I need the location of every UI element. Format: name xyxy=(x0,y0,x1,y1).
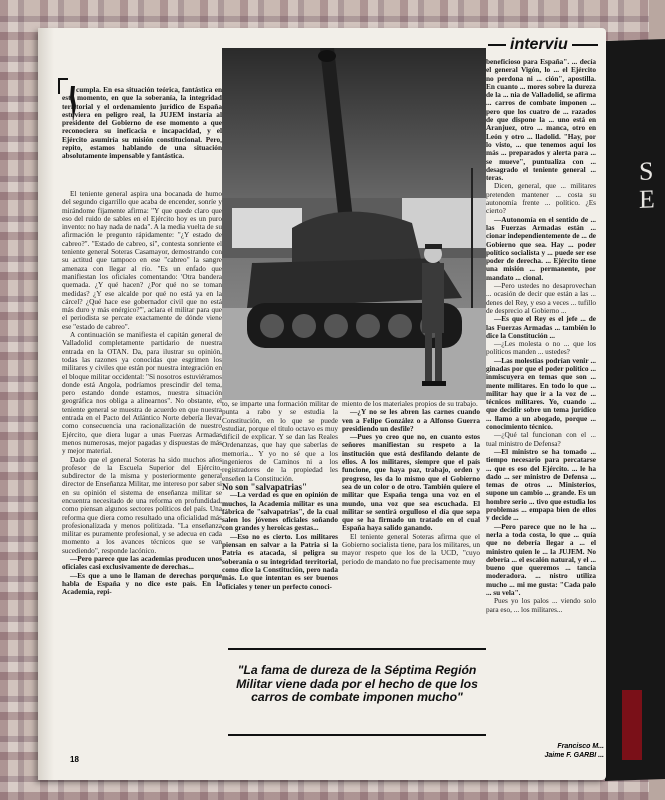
question: —¿Les molesta o no ... que los políticos manden ... ustedes? xyxy=(486,339,596,357)
paragraph: Dado que el general Soteras ha sido muchos años profesor de la Escuela Superior del Ejército, subdirector de la misma y posteriormente general director de Enseñanza Militar, me intereso por saber si en su opinión el sistema de enseñanza militar se encuentra necesitado de una reforma en profundidad, como piensan algunos sectores políticos del país. Una reforma que diera como resultado una oficialidad más profesionalizada y menos politizada. "La enseñanza militar es puramente profesional, y se adecua en cada momento a los avances técnicos que se van sucediendo", responde lacónico. xyxy=(62,454,222,555)
question: —¿Qué tal funcionan con el ... tual ministro de Defensa? xyxy=(486,430,596,448)
credit-line: Francisco M... xyxy=(557,743,604,750)
paragraph: El teniente general Soteras afirma que el Gobierno socialista tiene, para los militares, un mayor respeto que los de la UCD, "cuyo periodo de mandato no fue precisamente muy xyxy=(342,531,480,566)
question: —¿Y no se les abren las carnes cuando ven a Felipe González o a Alfonso Guerra presidiendo un desfile? xyxy=(342,407,480,433)
answer: —Es que a uno le llaman de derechas porque habla de España y no dice este país. En la Academia, repi- xyxy=(62,570,222,597)
paragraph: A continuación se manifiesta el capitán general de Valladolid completamente partidario de nuestra entrada en la OTAN. Da, para ilustrar su opinión, todas las razones ya conocidas que esgrimen los militares y civiles que están por nuestra integración en el bloque militar occidental: "Si nosotros estuviéramos donde está Angola, podríamos prescindir del tema, pero estando donde estamos, nuestra situación geográfica nos obliga a alinearnos". No obstante, el teniente general se muestra de acuerdo en que nuestra entrada en el Pacto del Atlántico Norte debería llevar como consecuencia una racionalización de nuestro Ejército, que diera lugar a unas Fuerzas Armadas menos numerosas, mejor pagadas y dispuestas de más y mejor material. xyxy=(62,330,222,456)
article-credits xyxy=(520,742,604,760)
credit-line: Jaime F. GARBI ... xyxy=(544,752,604,759)
pull-quote: "La fama de dureza de la Séptima Región Militar viene dada por el hecho de que los carros de combate imponen mucho" xyxy=(228,648,486,736)
answer: —Eso no es cierto. Los militares piensan en salvar a la Patria si la Patria es atacada, si peligra su soberanía o su integridad territorial, como dice la Constitución, pero nada más. Lo que intentan es ser buenos oficiales y tener un perfecto conoci- xyxy=(222,531,338,591)
page-spine xyxy=(38,28,54,780)
tank-photograph xyxy=(222,48,486,400)
article-column-1 xyxy=(62,190,222,750)
red-bookmark xyxy=(622,690,642,760)
facing-page xyxy=(605,39,665,781)
question: —La verdad es que en opinión de muchos, la Academia militar es una fábrica de "salvapatrias", de la cual salen los jóvenes oficiales soñando con grandes y heroicas gestas... xyxy=(222,490,338,533)
paragraph: El teniente general aspira una bocanada de humo del segundo cigarrillo que acaba de encender, sonríe y mirándome fijamente afirma: "Y que quede claro que eso del ruido de sables en el Ejército hoy es un puro invento: no hay nada de nada". A la media vuelta de su afirmación le pregunto rápidamente: "¿Y estado de cabreo?". "Estado de cabreo, sí", contesta sonriente el teniente general Soteras Casamayor, demostrando con su actitud que tampoco en ese "cabreo" la sangre amenaza con llegar al río. "Es un enfado que manifiestan los oficiales comentando: 'Otra bandera quemada. ¿Y qué hacen? ¿Por qué no se toman medidas? ¿Y ese alcalde por qué no está ya en la cárcel? ¿Qué hace ese gobernador civil que no está más duro y más enérgico?'", aclara el militar para que el periodista se percate exactamente de dónde viene ese "estado de cabreo". xyxy=(62,189,222,331)
answer: —Autonomía en el sentido de ... las Fuerzas Armadas están ... cionar independientemente de ... de Gobierno que sea. Hay ... poder político socialista y ... puede ser ese poder de derecha. ... Ejército tiene una misión ... permanente, por mandato ... cional. xyxy=(486,214,596,282)
page-number: 18 xyxy=(70,755,79,764)
answer: —Pues yo creo que no, en cuanto estos señores manifiestan su respeto a la institución que está desfilando delante de ellos. A los militares, siempre que el país funcione, que haya paz, trabajo, orden y progreso, les da lo mismo que el Gobierno sea de un color o de otro. También quiere el militar que España tenga una voz en el mundo, una voz que sea escuchada. El militar se sentirá orgulloso el día que sepa que se ha firmado un tratado en el cual España haya salido ganando. xyxy=(342,432,480,533)
question: —Pero ustedes no desaprovechan ... ocasión de decir que están a las ... denes del Rey, y eso a veces ... tufillo de desprecio al Gobierno ... xyxy=(486,281,596,315)
article-column-3 xyxy=(342,400,480,650)
paragraph: to, se imparte una formación militar de punta a rabo y se estudia la Constitución, en lo que se puede estudiar, porque el título octavo es muy difícil de explicar. Y se dan las Reales Ordenanzas, que hay que saberlas de memoria... Y yo no sé que a los ingenieros de Caminos ni a los registradores de la propiedad les enseñen la Constitución. xyxy=(222,399,338,483)
intro-paragraph xyxy=(62,86,222,161)
tank-photo-image xyxy=(222,48,486,400)
question: —Pero parece que las academias producen unos oficiales casi exclusivamente de derechas... xyxy=(62,554,222,572)
answer: —Las molestias podrían venir ... ginadas por que el poder político ... inmiscuyera en temas que son ... mente militares. En todo lo que ... militar hay que ir a la voz de ... técnicos militares. Yo, cuando ... que decidir sobre un tema jurídico ... llamo a un abogado, porque ... conocimiento técnico. xyxy=(486,355,596,432)
masthead-brand xyxy=(488,36,598,54)
section-heading: No son "salvapatrias" xyxy=(222,481,308,492)
brand-label: interviu xyxy=(506,36,572,54)
paragraph: Pues yo los palos ... viendo solo para eso, ... los militares... xyxy=(486,596,596,614)
paragraph: Dicen, general, que ... militares pretenden mantener ... costa su autonomía frente ... político. ¿Es cierto? xyxy=(486,181,596,216)
paragraph: beneficioso para España". ... decía el general Vigón, lo ... el Ejército no perdona ni ... ción", apostilla. En cuanto ... mores sobre la dureza de la ... nia de Valladolid, se afirma ... carros de combate imponen ... pero que los cuatro de ... razados de que dispone la ... uno está en Aranjuez, otro ... manca, otro en León y otro ... lladolid. "Hay, por lo visto, ... que tenemos aquí los más ... preparados y alerta para ... se mueve", puntualiza con ... desagrado el teniente general ... teras. xyxy=(486,57,596,183)
intro-text: cumpla. En esa situación teórica, fantástica en este momento, en que la soberanía, la integridad territorial y el ordenamiento jurídico de España estuviera en peligro real, la JUJEM instaría al presidente del Gobierno de ese momento a que reconociera su ineficacia e incapacidad, y el Ejército asumiría su misión constitucional. Pero, repito, estamos hablando de una situación absolutamente impensable y fantástica. xyxy=(62,85,222,161)
paragraph: —Pero parece que no le ha ... nerla a toda costa, lo que ... quía que no debería llegar a ... el ministro quien le ... la JUJEM. No debería ... el escalón natural, y el ... bueno que queremos ... tancia moderadora. ... nistro utiliza mucho ... mi me gusta: "Cada palo ... su vela". xyxy=(486,521,596,597)
paragraph: miento de los materiales propios de su trabajo. xyxy=(342,399,478,408)
facing-page-heading: S E xyxy=(639,156,655,214)
answer: —Es que el Rey es el jefe ... de las Fuerzas Armadas ... también lo dice la Constitución ... xyxy=(486,314,596,340)
article-column-4 xyxy=(486,58,596,748)
answer: —El ministro se ha tomado ... tiempo necesario para percatarse ... que es eso del Ejército. ... le ha dado ... ser ministro de Defensa ... temas de otros ... Ministerios, supone un cambio ... grande. Es un hombre serio ... tivo que estudia los problemas ... empapa bien de ellos y decide ... xyxy=(486,446,596,523)
